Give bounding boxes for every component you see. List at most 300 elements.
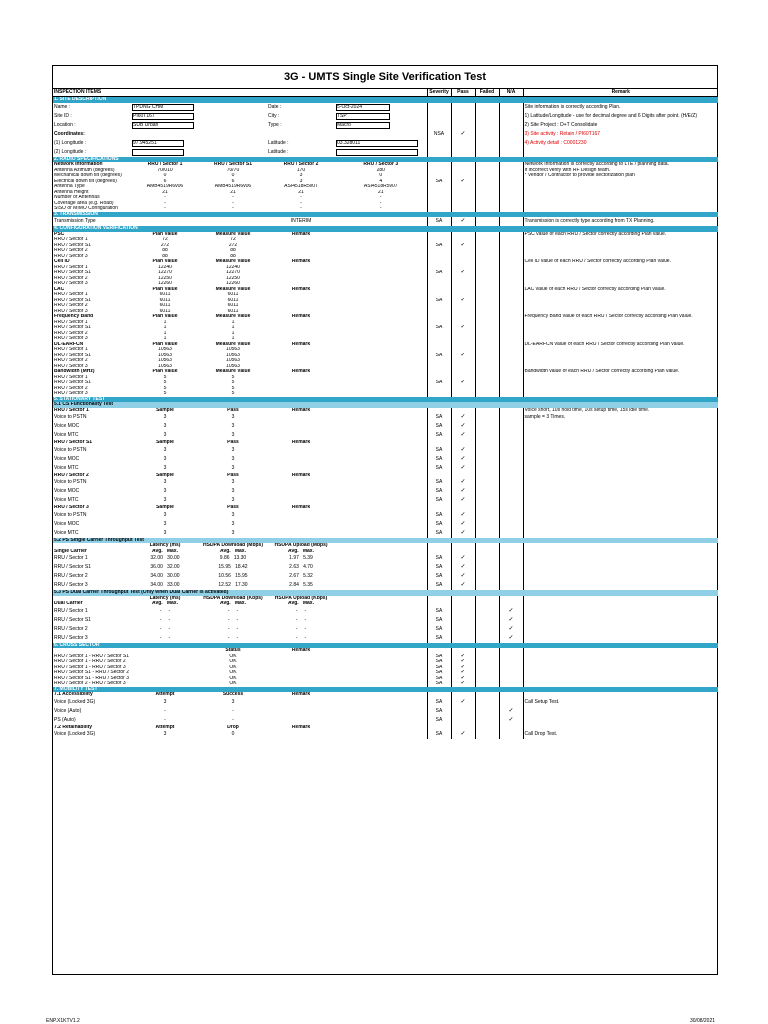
table-cell xyxy=(335,112,427,121)
pass-check-icon: ✓ xyxy=(451,654,475,660)
table-cell xyxy=(267,625,335,634)
pass-value: 3 xyxy=(231,423,235,429)
severity-value: SA xyxy=(427,422,451,431)
pass-check-icon: ✓ xyxy=(451,446,475,455)
measure-value-header: Measure Value xyxy=(215,231,251,237)
plan-value: 272 xyxy=(160,242,170,248)
remark-text: DL-EARFCN value of each RRU / Sector correctly according Plan value. xyxy=(523,342,718,348)
test-label: Voice to PSTN xyxy=(54,511,87,518)
plan-value: 72 xyxy=(162,237,168,243)
empty-cell xyxy=(475,422,499,431)
table-cell xyxy=(199,634,267,643)
dash-value: - xyxy=(236,634,239,641)
empty-cell xyxy=(475,496,499,505)
carrier-label: Dual Carrier xyxy=(54,601,83,607)
empty-cell xyxy=(427,112,451,121)
ps-row xyxy=(53,563,718,572)
severity-value: SA xyxy=(427,217,451,226)
attempt-header: Attempt xyxy=(155,724,175,730)
sector-label: RRU / Sector 1 xyxy=(54,292,88,298)
radio-cell: 0 xyxy=(379,173,383,179)
pass-value: 3 xyxy=(231,464,235,471)
radio-cell: ASI4518R5v07 xyxy=(363,184,398,190)
empty-cell xyxy=(451,616,475,625)
pass-value: 3 xyxy=(231,497,235,503)
sample-value: 3 xyxy=(163,423,167,429)
avg-label: Avg. xyxy=(220,548,231,554)
field-value: Macro xyxy=(336,122,390,129)
severity-value: SA xyxy=(427,446,451,455)
empty-cell xyxy=(523,496,718,505)
empty-cell xyxy=(523,520,718,529)
inspection-items-header: INSPECTION ITEMS xyxy=(53,89,131,97)
radio-cell: Electrical down tilt (degrees) xyxy=(54,178,117,184)
radio-cell: 6 xyxy=(163,178,167,184)
pass-check-icon: ✓ xyxy=(451,487,475,496)
empty-cell xyxy=(475,413,499,422)
empty-cell xyxy=(475,607,499,616)
empty-cell xyxy=(475,130,499,139)
pass-check-icon: ✓ xyxy=(451,130,475,139)
empty-cell xyxy=(267,431,427,440)
pass-value: 3 xyxy=(231,455,235,462)
dash-value: - xyxy=(168,607,171,614)
empty-cell xyxy=(523,634,718,643)
pass-check-icon: ✓ xyxy=(451,698,475,707)
throughput-value: 1.97 xyxy=(289,555,299,561)
cs-row xyxy=(53,487,718,496)
radio-cell: - xyxy=(379,200,382,206)
radio-cell: 21 xyxy=(162,189,168,195)
severity-value: SA xyxy=(427,676,451,682)
empty-cell xyxy=(267,455,427,464)
field-label: Type : xyxy=(268,121,282,128)
throughput-value: 15.95 xyxy=(218,564,231,570)
throughput-value: 5.32 xyxy=(303,573,313,579)
table-cell xyxy=(267,572,335,581)
plan-value-header: Plan Value xyxy=(152,259,178,265)
empty-cell xyxy=(499,554,523,563)
remark-col-header: Remark xyxy=(291,231,311,237)
sample-value: 3 xyxy=(163,455,167,462)
test-label: Voice MOC xyxy=(54,488,80,494)
empty-cell xyxy=(523,148,718,157)
pass-check-icon: ✓ xyxy=(451,413,475,422)
na-check-icon: ✓ xyxy=(499,707,523,716)
empty-cell xyxy=(475,625,499,634)
inspection-table xyxy=(53,89,718,739)
plan-value: 10563 xyxy=(158,358,172,364)
mob-row xyxy=(53,698,718,707)
empty-cell xyxy=(499,572,523,581)
plan-value: 10563 xyxy=(158,352,172,358)
empty-cell xyxy=(267,529,427,538)
sector-header: RRU / Sector S1 xyxy=(54,440,93,446)
severity-value: SA xyxy=(427,179,451,185)
table-cell xyxy=(131,581,199,590)
pass-check-icon: ✓ xyxy=(451,670,475,676)
field-value: TPDNG CHM xyxy=(132,104,194,111)
pass-check-icon: ✓ xyxy=(451,659,475,665)
max-label: Max. xyxy=(302,601,314,607)
cs-row xyxy=(53,431,718,440)
empty-cell xyxy=(475,698,499,707)
empty-cell xyxy=(475,554,499,563)
dash-value: - xyxy=(168,616,171,623)
measure-value: 10563 xyxy=(226,347,240,353)
remark-col-header: Remark xyxy=(291,648,311,654)
longitude-value xyxy=(132,149,184,156)
empty-cell xyxy=(335,625,427,634)
pass-check-icon: ✓ xyxy=(451,464,475,473)
attempt-value: 3 xyxy=(163,698,167,705)
empty-cell xyxy=(131,217,267,226)
empty-cell xyxy=(523,563,718,572)
pass-check-icon: ✓ xyxy=(451,325,475,331)
hsupa-header: HSUPA Upload (Mbps) xyxy=(274,543,328,549)
severity-value: SA xyxy=(427,520,451,529)
sector-label: RRU / Sector S1 xyxy=(54,564,91,570)
empty-cell xyxy=(131,89,427,97)
measure-value: 6011 xyxy=(227,292,239,298)
measure-value-header: Measure Value xyxy=(215,369,251,375)
empty-cell xyxy=(523,607,718,616)
severity-value: SA xyxy=(427,665,451,671)
empty-cell xyxy=(475,121,499,130)
plan-value: 1 xyxy=(163,330,167,336)
radio-cell: 21 xyxy=(298,189,304,195)
status-value: OK xyxy=(229,675,237,681)
plan-value-header: Plan Value xyxy=(152,369,178,375)
cs-row xyxy=(53,455,718,464)
pass-value: 3 xyxy=(231,529,235,536)
sector-label: RRU / Sector 3 xyxy=(54,308,88,314)
sector-header: RRU / Sector 2 xyxy=(54,472,89,478)
avg-label: Avg. xyxy=(288,548,299,554)
measure-value: 10563 xyxy=(226,358,240,364)
severity-value: SA xyxy=(427,496,451,505)
attempt-header: Attempt xyxy=(155,692,175,698)
measure-value-header: Measure Value xyxy=(215,341,251,347)
table-cell xyxy=(267,607,335,616)
empty-cell xyxy=(131,130,427,139)
mob-row xyxy=(53,707,718,716)
max-label: Max. xyxy=(302,548,314,554)
remark-text: 1) Latitude/Longitude - use for decimal degree and 6 Digits after point. (H/E/Z) xyxy=(523,112,718,121)
document-title: 3G - UMTS Single Site Verification Test xyxy=(53,66,717,89)
sector-label: RRU / Sector 1 xyxy=(54,237,88,243)
success-header: Success xyxy=(222,692,244,698)
throughput-value: 34.00 xyxy=(150,582,163,588)
severity-value: SA xyxy=(427,716,451,725)
dash-value: - xyxy=(159,625,162,632)
status-header: Status xyxy=(225,648,241,654)
test-label: Voice MTC xyxy=(54,529,79,536)
throughput-value: 36.00 xyxy=(150,564,163,570)
sample-header: Sample xyxy=(156,440,174,446)
empty-cell xyxy=(499,413,523,422)
measure-value: 10563 xyxy=(226,352,240,358)
empty-cell xyxy=(267,487,427,496)
empty-cell xyxy=(451,139,475,148)
dash-value: - xyxy=(304,616,307,623)
longitude-label: (1) Longitude : xyxy=(54,139,87,146)
dash-value: - xyxy=(295,607,298,614)
empty-cell xyxy=(499,148,523,157)
table-cell xyxy=(267,634,335,643)
radio-cell: - xyxy=(300,195,302,201)
attempt-value: - xyxy=(164,707,166,714)
plan-value: 10563 xyxy=(158,347,172,353)
avg-label: Avg. xyxy=(152,601,163,607)
pass-col-header: Pass xyxy=(227,407,239,413)
table-cell xyxy=(199,616,267,625)
remark-col-header: Remark xyxy=(291,407,311,413)
empty-cell xyxy=(267,698,427,707)
remark-text: 4) Activity detail : C0001230 xyxy=(523,139,718,148)
empty-cell xyxy=(499,130,523,139)
dc-row xyxy=(53,616,718,625)
dash-value: - xyxy=(227,616,230,623)
pass-check-icon: ✓ xyxy=(451,496,475,505)
section-radio-specifications: 2. RADIO SPECIFICATIONS xyxy=(53,157,718,163)
plan-value: 1 xyxy=(163,336,167,342)
throughput-value: 10.56 xyxy=(218,573,231,579)
sector-label: RRU / Sector S1 xyxy=(54,380,91,386)
plan-value: 6011 xyxy=(159,308,171,314)
sector-label: RRU / Sector 2 xyxy=(54,303,88,309)
empty-cell xyxy=(523,529,718,538)
empty-cell xyxy=(523,716,718,725)
throughput-value: 32.00 xyxy=(150,555,163,561)
remark-header: Remark xyxy=(523,89,718,97)
empty-cell xyxy=(475,464,499,473)
field-label: Site ID : xyxy=(54,112,72,119)
severity-value: SA xyxy=(427,634,451,643)
sample-header: Sample xyxy=(156,407,174,413)
cross-pair-label: RRU / Sector S1 - RRU / Sector 2 xyxy=(54,670,130,676)
radio-cell: - xyxy=(379,195,382,201)
empty-cell xyxy=(199,139,267,148)
table-cell xyxy=(131,112,267,121)
site-row xyxy=(53,139,718,148)
measure-value: 12260 xyxy=(226,281,240,287)
severity-value: SA xyxy=(427,413,451,422)
pass-check-icon: ✓ xyxy=(451,270,475,276)
cs-row xyxy=(53,520,718,529)
sample-value: 3 xyxy=(163,446,167,453)
empty-cell xyxy=(499,455,523,464)
empty-cell xyxy=(523,455,718,464)
coordinates-label: Coordinates: xyxy=(54,130,85,137)
empty-cell xyxy=(499,563,523,572)
severity-value: NSA xyxy=(427,130,451,139)
mob-row xyxy=(53,730,718,739)
sector-label: RRU / Sector 3 xyxy=(54,363,88,369)
empty-cell xyxy=(475,529,499,538)
empty-cell xyxy=(499,698,523,707)
sector-label: RRU / Sector 2 xyxy=(54,330,88,336)
empty-cell xyxy=(427,121,451,130)
sample-value: 3 xyxy=(163,464,167,471)
pass-value: 3 xyxy=(231,432,235,438)
measure-value: 5 xyxy=(231,374,235,380)
plan-value: 12250 xyxy=(158,275,172,281)
severity-value: SA xyxy=(427,529,451,538)
remark-text: PSC value of each RRU / Sector correctly according Plan value. xyxy=(523,232,718,238)
plan-value-header: Plan Value xyxy=(152,286,178,292)
throughput-value: 18.42 xyxy=(235,564,248,570)
na-check-icon: ✓ xyxy=(499,634,523,643)
table-cell xyxy=(199,572,267,581)
table-cell xyxy=(131,563,199,572)
pass-check-icon: ✓ xyxy=(451,298,475,304)
throughput-value: 32.00 xyxy=(167,564,180,570)
sample-value: 3 xyxy=(163,414,167,420)
measure-value-header: Measure Value xyxy=(215,286,251,292)
empty-cell xyxy=(523,616,718,625)
cs-row xyxy=(53,478,718,487)
empty-cell xyxy=(475,446,499,455)
throughput-value: 9.86 xyxy=(219,555,230,561)
table-cell xyxy=(199,554,267,563)
pass-value: 3 xyxy=(231,511,235,518)
empty-cell xyxy=(267,478,427,487)
table-cell xyxy=(335,121,427,130)
radio-cell: - xyxy=(232,195,234,201)
sector-label: RRU / Sector 2 xyxy=(54,275,88,281)
measure-value: 72 xyxy=(230,237,236,243)
measure-value: 5 xyxy=(231,391,235,397)
site-row xyxy=(53,103,718,112)
throughput-value: 17.30 xyxy=(235,582,248,588)
empty-cell xyxy=(427,139,451,148)
sector-label: RRU / Sector 1 xyxy=(54,555,88,561)
radio-cell: Antenna Type xyxy=(54,184,85,190)
cross-pair-label: RRU / Sector 1 - RRU / Sector 2 xyxy=(54,659,126,665)
empty-cell xyxy=(475,455,499,464)
empty-cell xyxy=(523,511,718,520)
site-row xyxy=(53,121,718,130)
measure-value: 6011 xyxy=(227,303,239,309)
dash-value: - xyxy=(236,607,239,614)
hsdpa-header: HSDPA Download (Kbps) xyxy=(203,595,263,601)
pass-col-header: Pass xyxy=(227,440,239,446)
hsupa-header: HSUPA Upload (Kbps) xyxy=(274,595,328,601)
severity-value: SA xyxy=(427,353,451,359)
status-value: OK xyxy=(229,659,237,665)
empty-cell xyxy=(451,112,475,121)
measure-value: 12250 xyxy=(226,275,240,281)
cross-pair-label: RRU / Sector 1 - RRU / Sector S1 xyxy=(54,653,130,659)
cs-row xyxy=(53,511,718,520)
empty-cell xyxy=(523,431,718,440)
remark-text: Cell ID value of each RRU / Sector correctly according Plan value. xyxy=(523,259,718,265)
radio-col-header: RRU / Sector 1 xyxy=(147,162,183,168)
test-label: Voice MTC xyxy=(54,497,79,503)
remark-col-header: Remark xyxy=(291,505,311,511)
sample-value: 3 xyxy=(163,520,167,527)
table-cell xyxy=(131,139,199,148)
hsdpa-header: HSDPA Download (Mbps) xyxy=(203,543,263,549)
pass-check-icon: ✓ xyxy=(451,243,475,249)
sector-label: RRU / Sector S1 xyxy=(54,352,91,358)
severity-value: SA xyxy=(427,654,451,660)
config-group-header: DL-EARFCN xyxy=(54,341,84,347)
dash-value: - xyxy=(236,616,239,623)
measure-value: 12240 xyxy=(226,264,240,270)
remark-col-header: Remark xyxy=(291,259,311,265)
pass-check-icon: ✓ xyxy=(451,478,475,487)
subsection-ps-single-carrier: 5.2 PS Single Carrier Throughput Test xyxy=(53,538,718,544)
pass-col-header: Pass xyxy=(227,472,239,478)
empty-cell xyxy=(523,554,718,563)
config-group-header: PSC xyxy=(54,231,65,237)
empty-cell xyxy=(451,121,475,130)
na-check-icon: ✓ xyxy=(499,616,523,625)
site-row xyxy=(53,112,718,121)
empty-cell xyxy=(267,422,427,431)
radio-header-row xyxy=(53,162,718,168)
cross-pair-label: RRU / Sector S1 - RRU / Sector 3 xyxy=(54,675,130,681)
ps-row xyxy=(53,581,718,590)
empty-cell xyxy=(335,634,427,643)
dash-value: - xyxy=(168,634,171,641)
plan-value: 5 xyxy=(163,374,167,380)
sample-value: 3 xyxy=(163,497,167,503)
section-mobility-test: 7. MOBILITY TEST xyxy=(53,687,718,693)
transmission-label: Transmission Type xyxy=(54,218,96,224)
test-label: Voice MOC xyxy=(54,423,80,429)
measure-value: 1 xyxy=(231,336,235,342)
severity-value: SA xyxy=(427,659,451,665)
measure-value: 5 xyxy=(231,385,235,391)
remark-col-header: Remark xyxy=(291,341,311,347)
empty-cell xyxy=(499,217,523,226)
pass-check-icon: ✓ xyxy=(451,380,475,386)
empty-cell xyxy=(475,478,499,487)
config-group-header: LAC xyxy=(54,286,65,292)
empty-cell xyxy=(475,103,499,112)
section-transmission: 3. TRANSMISSION xyxy=(53,212,718,218)
table-cell xyxy=(267,554,335,563)
dash-value: - xyxy=(304,607,307,614)
plan-value: 6011 xyxy=(159,292,171,298)
plan-value: 6011 xyxy=(159,297,171,303)
empty-cell xyxy=(335,217,427,226)
pass-value: 3 xyxy=(231,520,235,527)
table-cell xyxy=(131,148,199,157)
radio-cell: Coverage area (e.g. Road) xyxy=(54,200,114,206)
radio-cell: - xyxy=(164,195,166,201)
table-cell xyxy=(335,139,427,148)
empty-cell xyxy=(267,511,427,520)
dash-value: - xyxy=(159,616,162,623)
empty-cell xyxy=(199,148,267,157)
severity-value: SA xyxy=(427,607,451,616)
empty-cell xyxy=(499,730,523,739)
empty-cell xyxy=(267,446,427,455)
radio-cell: 21 xyxy=(230,189,236,195)
radio-cell: 280 xyxy=(376,167,385,173)
radio-cell: - xyxy=(300,200,302,206)
max-label: Max. xyxy=(234,601,246,607)
dash-value: - xyxy=(168,625,171,632)
carrier-label: Single Carrier xyxy=(54,548,87,554)
field-value: TSP xyxy=(336,113,390,120)
remark-text: Frequency Band value of each RRU / Sector correctly according Plan value. xyxy=(523,314,718,320)
severity-value: SA xyxy=(427,431,451,440)
